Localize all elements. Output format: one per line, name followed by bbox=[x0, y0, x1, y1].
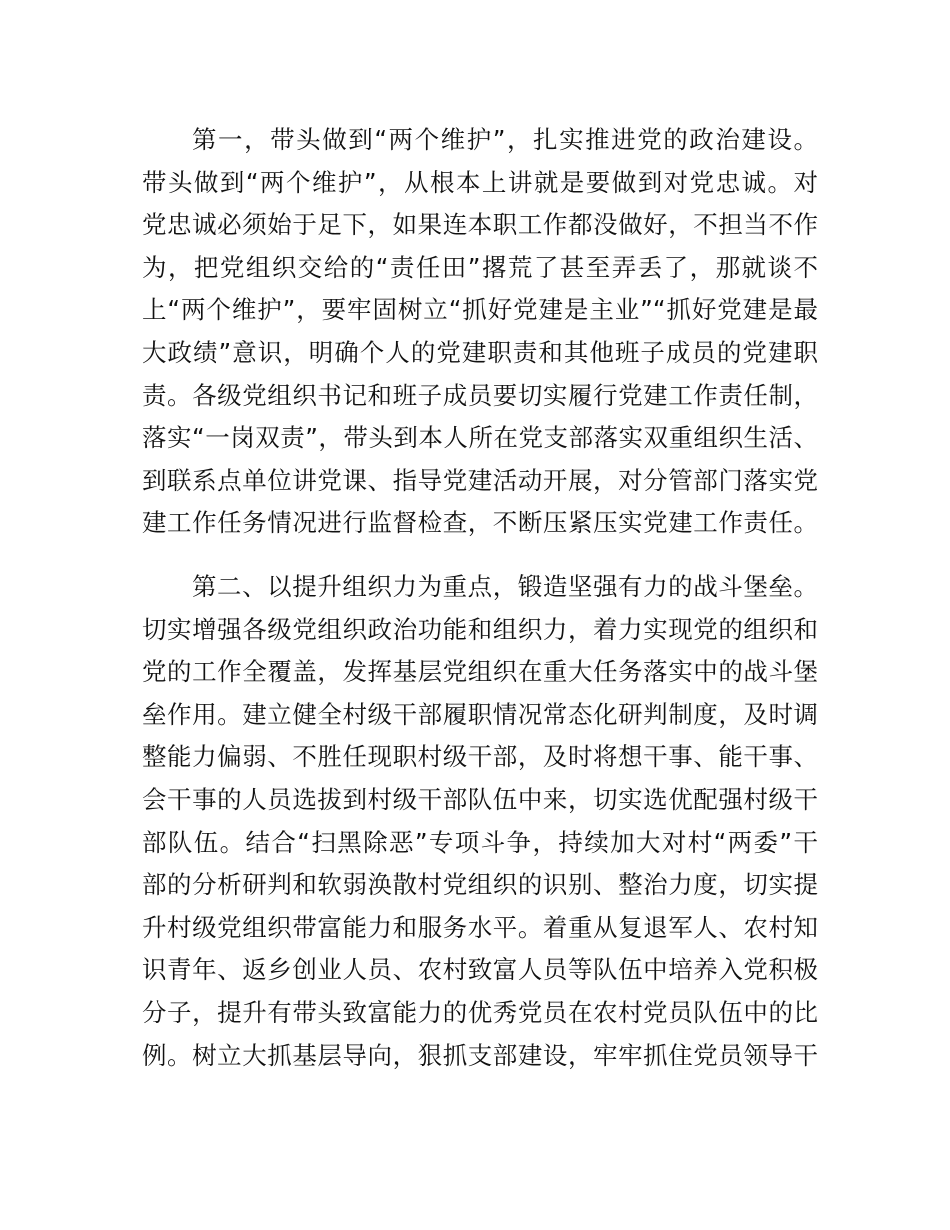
text-line: 上“两个维护”，要牢固树立“抓好党建是主业”“抓好党建是最 bbox=[142, 295, 818, 325]
paragraph-heading-line: 第一，带头做到“两个维护”，扎实推进党的政治建设。 bbox=[192, 125, 818, 154]
text-line: 为，把党组织交给的“责任田”撂荒了甚至弄丢了，那就谈不 bbox=[142, 252, 818, 282]
text-line: 带头做到“两个维护”，从根本上讲就是要做到对党忠诚。对 bbox=[142, 167, 818, 197]
text-line: 建工作任务情况进行监督检查，不断压紧压实党建工作责任。 bbox=[142, 508, 818, 538]
text-line: 识青年、返乡创业人员、农村致富人员等队伍中培养入党积极 bbox=[142, 955, 818, 985]
text-line: 责。各级党组织书记和班子成员要切实履行党建工作责任制， bbox=[142, 380, 818, 410]
text-line: 切实增强各级党组织政治功能和组织力，着力实现党的组织和 bbox=[142, 614, 818, 644]
text-line: 垒作用。建立健全村级干部履职情况常态化研判制度，及时调 bbox=[142, 699, 818, 729]
text-line: 整能力偏弱、不胜任现职村级干部，及时将想干事、能干事、 bbox=[142, 742, 818, 772]
text-line: 部的分析研判和软弱涣散村党组织的识别、整治力度，切实提 bbox=[142, 870, 818, 900]
text-line: 党的工作全覆盖，发挥基层党组织在重大任务落实中的战斗堡 bbox=[142, 657, 818, 687]
paragraph-political-building bbox=[142, 119, 818, 545]
text-line: 部队伍。结合“扫黑除恶”专项斗争，持续加大对村“两委”干 bbox=[142, 827, 818, 857]
text-line: 到联系点单位讲党课、指导党建活动开展，对分管部门落实党 bbox=[142, 465, 818, 495]
paragraph-heading-line: 第二、以提升组织力为重点，锻造坚强有力的战斗堡垒。 bbox=[192, 572, 818, 601]
text-line: 分子，提升有带头致富能力的优秀党员在农村党员队伍中的比 bbox=[142, 997, 818, 1027]
text-line: 大政绩”意识，明确个人的党建职责和其他班子成员的党建职 bbox=[142, 337, 818, 367]
text-line: 会干事的人员选拔到村级干部队伍中来，切实选优配强村级干 bbox=[142, 784, 818, 814]
text-line: 党忠诚必须始于足下，如果连本职工作都没做好，不担当不作 bbox=[142, 210, 818, 240]
text-line: 例。树立大抓基层导向，狠抓支部建设，牢牢抓住党员领导干 bbox=[142, 1040, 818, 1070]
text-line: 落实“一岗双责”，带头到本人所在党支部落实双重组织生活、 bbox=[142, 423, 818, 453]
text-line: 升村级党组织带富能力和服务水平。着重从复退军人、农村知 bbox=[142, 912, 818, 942]
paragraph-organizational-capacity bbox=[142, 566, 818, 1077]
